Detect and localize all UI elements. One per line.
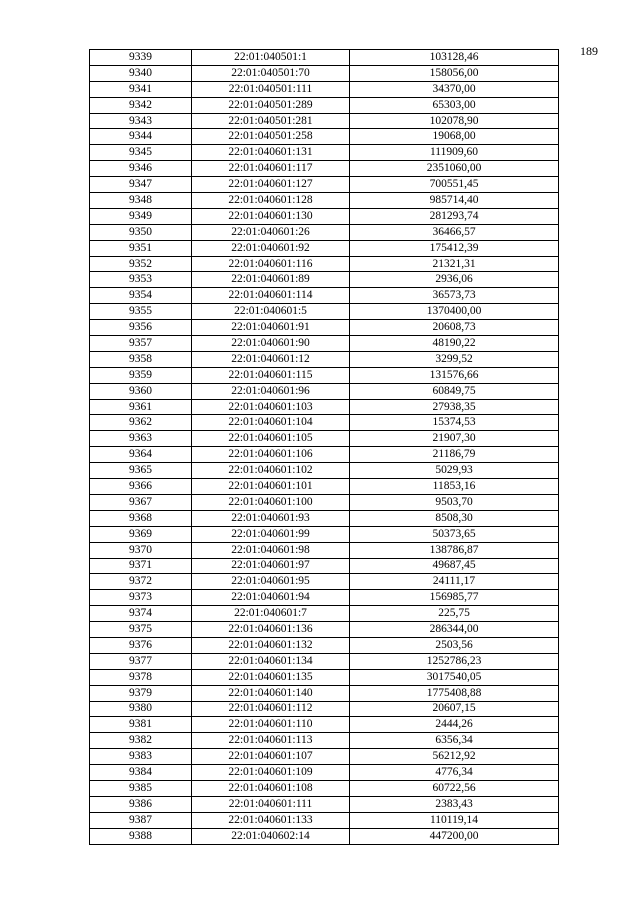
cadastral-number-cell: 22:01:040601:26 (192, 224, 350, 240)
value-cell: 111909,60 (350, 145, 559, 161)
table-row (90, 479, 559, 495)
table-row (90, 177, 559, 193)
cadastral-number-cell: 22:01:040501:281 (192, 113, 350, 129)
value-cell: 20608,73 (350, 320, 559, 336)
value-cell: 2936,06 (350, 272, 559, 288)
cadastral-number-cell: 22:01:040601:131 (192, 145, 350, 161)
value-cell: 1775408,88 (350, 685, 559, 701)
value-cell: 48190,22 (350, 336, 559, 352)
table-row (90, 796, 559, 812)
table-row (90, 336, 559, 352)
cadastral-number-cell: 22:01:040601:90 (192, 336, 350, 352)
table-row (90, 431, 559, 447)
registry-table-body (90, 50, 559, 845)
row-number-cell: 9342 (90, 97, 192, 113)
table-row (90, 224, 559, 240)
cadastral-number-cell: 22:01:040601:5 (192, 304, 350, 320)
cadastral-number-cell: 22:01:040601:117 (192, 161, 350, 177)
value-cell: 175412,39 (350, 240, 559, 256)
row-number-cell: 9358 (90, 351, 192, 367)
value-cell: 36466,57 (350, 224, 559, 240)
table-row (90, 542, 559, 558)
cadastral-number-cell: 22:01:040601:107 (192, 749, 350, 765)
cadastral-number-cell: 22:01:040601:116 (192, 256, 350, 272)
cadastral-number-cell: 22:01:040601:127 (192, 177, 350, 193)
cadastral-number-cell: 22:01:040601:95 (192, 574, 350, 590)
row-number-cell: 9346 (90, 161, 192, 177)
page-number: 189 (580, 44, 598, 58)
value-cell: 60722,56 (350, 780, 559, 796)
table-row (90, 749, 559, 765)
cadastral-number-cell: 22:01:040601:115 (192, 367, 350, 383)
value-cell: 2444,26 (350, 717, 559, 733)
table-row (90, 574, 559, 590)
cadastral-number-cell: 22:01:040601:94 (192, 590, 350, 606)
row-number-cell: 9384 (90, 765, 192, 781)
value-cell: 1252786,23 (350, 653, 559, 669)
table-row (90, 653, 559, 669)
row-number-cell: 9362 (90, 415, 192, 431)
value-cell: 65303,00 (350, 97, 559, 113)
row-number-cell: 9368 (90, 510, 192, 526)
value-cell: 8508,30 (350, 510, 559, 526)
value-cell: 50373,65 (350, 526, 559, 542)
table-row (90, 50, 559, 66)
row-number-cell: 9363 (90, 431, 192, 447)
table-row (90, 606, 559, 622)
table-row (90, 622, 559, 638)
row-number-cell: 9348 (90, 193, 192, 209)
registry-table (89, 49, 559, 845)
row-number-cell: 9378 (90, 669, 192, 685)
value-cell: 36573,73 (350, 288, 559, 304)
value-cell: 49687,45 (350, 558, 559, 574)
cadastral-number-cell: 22:01:040601:109 (192, 765, 350, 781)
row-number-cell: 9380 (90, 701, 192, 717)
table-row (90, 240, 559, 256)
row-number-cell: 9366 (90, 479, 192, 495)
value-cell: 56212,92 (350, 749, 559, 765)
value-cell: 21321,31 (350, 256, 559, 272)
cadastral-number-cell: 22:01:040601:96 (192, 383, 350, 399)
row-number-cell: 9355 (90, 304, 192, 320)
row-number-cell: 9340 (90, 65, 192, 81)
row-number-cell: 9356 (90, 320, 192, 336)
table-row (90, 399, 559, 415)
value-cell: 281293,74 (350, 208, 559, 224)
value-cell: 5029,93 (350, 463, 559, 479)
value-cell: 20607,15 (350, 701, 559, 717)
cadastral-number-cell: 22:01:040601:104 (192, 415, 350, 431)
value-cell: 15374,53 (350, 415, 559, 431)
table-row (90, 351, 559, 367)
row-number-cell: 9351 (90, 240, 192, 256)
value-cell: 102078,90 (350, 113, 559, 129)
cadastral-number-cell: 22:01:040601:106 (192, 447, 350, 463)
table-row (90, 733, 559, 749)
value-cell: 1370400,00 (350, 304, 559, 320)
cadastral-number-cell: 22:01:040601:89 (192, 272, 350, 288)
value-cell: 2351060,00 (350, 161, 559, 177)
cadastral-number-cell: 22:01:040601:134 (192, 653, 350, 669)
cadastral-number-cell: 22:01:040601:103 (192, 399, 350, 415)
value-cell: 447200,00 (350, 828, 559, 844)
value-cell: 60849,75 (350, 383, 559, 399)
table-row (90, 256, 559, 272)
table-row (90, 288, 559, 304)
table-row (90, 812, 559, 828)
row-number-cell: 9371 (90, 558, 192, 574)
value-cell: 2503,56 (350, 637, 559, 653)
table-row (90, 780, 559, 796)
table-row (90, 65, 559, 81)
row-number-cell: 9382 (90, 733, 192, 749)
row-number-cell: 9374 (90, 606, 192, 622)
value-cell: 158056,00 (350, 65, 559, 81)
row-number-cell: 9360 (90, 383, 192, 399)
row-number-cell: 9372 (90, 574, 192, 590)
row-number-cell: 9354 (90, 288, 192, 304)
cadastral-number-cell: 22:01:040601:91 (192, 320, 350, 336)
row-number-cell: 9343 (90, 113, 192, 129)
cadastral-number-cell: 22:01:040601:7 (192, 606, 350, 622)
table-row (90, 494, 559, 510)
cadastral-number-cell: 22:01:040501:258 (192, 129, 350, 145)
cadastral-number-cell: 22:01:040601:112 (192, 701, 350, 717)
value-cell: 156985,77 (350, 590, 559, 606)
table-row (90, 193, 559, 209)
table-row (90, 447, 559, 463)
row-number-cell: 9341 (90, 81, 192, 97)
table-row (90, 272, 559, 288)
table-row (90, 304, 559, 320)
cadastral-number-cell: 22:01:040601:108 (192, 780, 350, 796)
table-row (90, 669, 559, 685)
row-number-cell: 9347 (90, 177, 192, 193)
cadastral-number-cell: 22:01:040601:100 (192, 494, 350, 510)
cadastral-number-cell: 22:01:040501:1 (192, 50, 350, 66)
row-number-cell: 9344 (90, 129, 192, 145)
table-row (90, 383, 559, 399)
cadastral-number-cell: 22:01:040601:114 (192, 288, 350, 304)
cadastral-number-cell: 22:01:040601:105 (192, 431, 350, 447)
value-cell: 138786,87 (350, 542, 559, 558)
table-row (90, 637, 559, 653)
table-row (90, 320, 559, 336)
row-number-cell: 9350 (90, 224, 192, 240)
table-row (90, 367, 559, 383)
row-number-cell: 9375 (90, 622, 192, 638)
value-cell: 985714,40 (350, 193, 559, 209)
row-number-cell: 9367 (90, 494, 192, 510)
cadastral-number-cell: 22:01:040601:99 (192, 526, 350, 542)
row-number-cell: 9381 (90, 717, 192, 733)
table-row (90, 558, 559, 574)
table-row (90, 129, 559, 145)
cadastral-number-cell: 22:01:040601:130 (192, 208, 350, 224)
row-number-cell: 9349 (90, 208, 192, 224)
value-cell: 9503,70 (350, 494, 559, 510)
cadastral-number-cell: 22:01:040601:140 (192, 685, 350, 701)
row-number-cell: 9383 (90, 749, 192, 765)
cadastral-number-cell: 22:01:040601:128 (192, 193, 350, 209)
row-number-cell: 9365 (90, 463, 192, 479)
cadastral-number-cell: 22:01:040601:113 (192, 733, 350, 749)
cadastral-number-cell: 22:01:040601:93 (192, 510, 350, 526)
table-row (90, 463, 559, 479)
row-number-cell: 9388 (90, 828, 192, 844)
cadastral-number-cell: 22:01:040601:101 (192, 479, 350, 495)
value-cell: 110119,14 (350, 812, 559, 828)
row-number-cell: 9379 (90, 685, 192, 701)
table-row (90, 145, 559, 161)
row-number-cell: 9364 (90, 447, 192, 463)
value-cell: 3017540,05 (350, 669, 559, 685)
row-number-cell: 9373 (90, 590, 192, 606)
row-number-cell: 9387 (90, 812, 192, 828)
row-number-cell: 9352 (90, 256, 192, 272)
value-cell: 21186,79 (350, 447, 559, 463)
row-number-cell: 9357 (90, 336, 192, 352)
row-number-cell: 9377 (90, 653, 192, 669)
table-row (90, 765, 559, 781)
value-cell: 286344,00 (350, 622, 559, 638)
table-row (90, 208, 559, 224)
cadastral-number-cell: 22:01:040501:70 (192, 65, 350, 81)
table-row (90, 113, 559, 129)
value-cell: 4776,34 (350, 765, 559, 781)
value-cell: 11853,16 (350, 479, 559, 495)
table-row (90, 510, 559, 526)
cadastral-number-cell: 22:01:040601:102 (192, 463, 350, 479)
value-cell: 19068,00 (350, 129, 559, 145)
table-row (90, 717, 559, 733)
row-number-cell: 9345 (90, 145, 192, 161)
row-number-cell: 9339 (90, 50, 192, 66)
cadastral-number-cell: 22:01:040601:111 (192, 796, 350, 812)
cadastral-number-cell: 22:01:040602:14 (192, 828, 350, 844)
table-row (90, 415, 559, 431)
value-cell: 24111,17 (350, 574, 559, 590)
table-row (90, 701, 559, 717)
cadastral-number-cell: 22:01:040601:135 (192, 669, 350, 685)
cadastral-number-cell: 22:01:040601:110 (192, 717, 350, 733)
row-number-cell: 9353 (90, 272, 192, 288)
cadastral-number-cell: 22:01:040601:132 (192, 637, 350, 653)
table-row (90, 81, 559, 97)
row-number-cell: 9359 (90, 367, 192, 383)
cadastral-number-cell: 22:01:040501:111 (192, 81, 350, 97)
table-row (90, 526, 559, 542)
value-cell: 2383,43 (350, 796, 559, 812)
value-cell: 34370,00 (350, 81, 559, 97)
row-number-cell: 9370 (90, 542, 192, 558)
table-row (90, 97, 559, 113)
table-row (90, 828, 559, 844)
table-row (90, 590, 559, 606)
value-cell: 225,75 (350, 606, 559, 622)
table-row (90, 685, 559, 701)
value-cell: 131576,66 (350, 367, 559, 383)
row-number-cell: 9386 (90, 796, 192, 812)
cadastral-number-cell: 22:01:040601:12 (192, 351, 350, 367)
value-cell: 3299,52 (350, 351, 559, 367)
cadastral-number-cell: 22:01:040601:133 (192, 812, 350, 828)
value-cell: 27938,35 (350, 399, 559, 415)
table-row (90, 161, 559, 177)
value-cell: 103128,46 (350, 50, 559, 66)
cadastral-number-cell: 22:01:040601:136 (192, 622, 350, 638)
value-cell: 21907,30 (350, 431, 559, 447)
cadastral-number-cell: 22:01:040601:98 (192, 542, 350, 558)
row-number-cell: 9361 (90, 399, 192, 415)
value-cell: 700551,45 (350, 177, 559, 193)
row-number-cell: 9376 (90, 637, 192, 653)
row-number-cell: 9369 (90, 526, 192, 542)
cadastral-number-cell: 22:01:040601:92 (192, 240, 350, 256)
cadastral-number-cell: 22:01:040501:289 (192, 97, 350, 113)
row-number-cell: 9385 (90, 780, 192, 796)
value-cell: 6356,34 (350, 733, 559, 749)
cadastral-number-cell: 22:01:040601:97 (192, 558, 350, 574)
